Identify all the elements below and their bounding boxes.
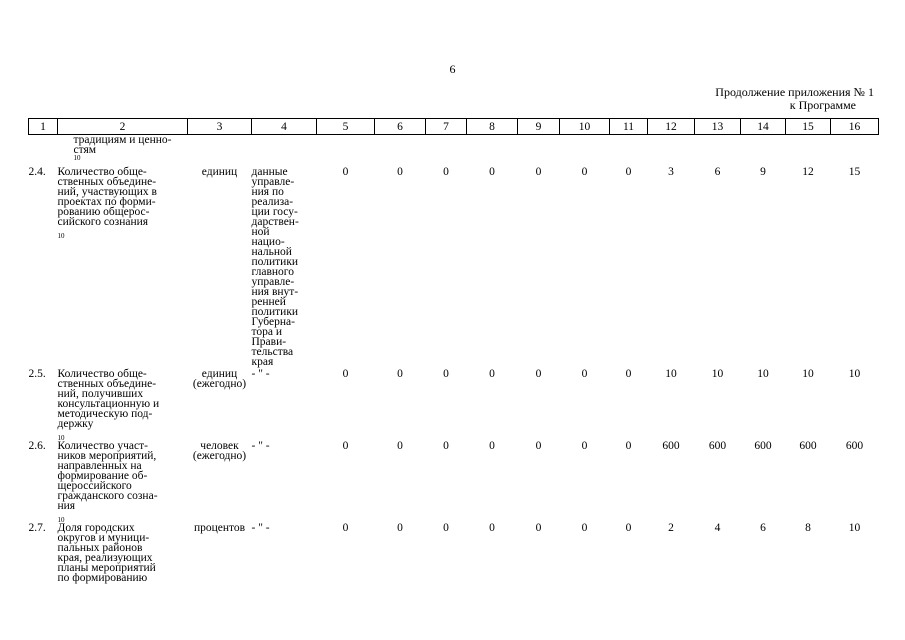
value-cell: 0 [342,522,349,534]
footnote-mark: 10 [57,232,65,240]
footnote-mark: 10 [73,154,81,162]
column-number-row [29,119,879,135]
value-cell: 8 [805,522,811,534]
table-row [29,521,879,583]
value-cell: 0 [397,522,403,534]
appendix-line-2: к Программе [789,98,856,112]
value-cell: 6 [760,522,766,534]
column-header: 7 [426,119,467,135]
value-cell: 4 [714,522,721,534]
value-cell: 10 [757,368,769,380]
value-cell: 0 [443,368,449,380]
value-cell: 0 [535,166,542,178]
table-row [29,165,879,367]
value-cell: 0 [535,522,542,534]
unit-of-measure: единиц (ежегодно) [192,368,247,390]
indicators-table [28,118,879,583]
appendix-line-1: Продолжение приложения № 1 [715,85,874,99]
value-cell: 0 [625,166,632,178]
value-cell: 0 [535,368,542,380]
value-cell: 12 [802,166,814,178]
value-cell: 0 [397,368,403,380]
unit-of-measure: процентов [193,522,246,534]
column-header: 13 [695,119,741,135]
value-cell: 0 [489,440,495,452]
column-header: 1 [29,119,58,135]
value-cell: 0 [342,166,349,178]
value-cell: 3 [668,166,674,178]
appendix-note [715,86,874,112]
value-cell: 0 [342,440,349,452]
column-header: 2 [58,119,188,135]
column-header: 11 [610,119,648,135]
footnote-mark: 10 [57,434,65,442]
value-cell: 10 [711,368,724,380]
value-cell: 10 [848,368,861,380]
column-header: 8 [467,119,518,135]
value-cell: 0 [397,166,403,178]
table-row [29,439,879,521]
value-cell: 600 [799,440,817,452]
value-cell: 2 [668,522,674,534]
value-cell: 10 [848,522,861,534]
indicator-name: Доля городских округов и муници- пальных районов края, реализующих планы мероприятий по формированию [57,522,156,584]
value-cell: 600 [845,440,864,452]
continuation-text: традициям и ценно- стям $^{10}$ [73,134,172,162]
row-number: 2.5. [28,368,46,380]
value-cell: 0 [443,166,449,178]
column-header: 16 [831,119,879,135]
value-cell: 9 [760,166,766,178]
value-cell: 0 [581,166,588,178]
data-source: - " - [251,368,270,380]
indicator-name: Количество участ- ников мероприятий, направленных на формирование об- щероссийского гражданского созна- ния $_{10}$ [57,440,158,524]
column-header: 6 [375,119,426,135]
value-cell: 0 [489,522,495,534]
page-number: 6 [449,62,456,76]
value-cell: 0 [581,440,588,452]
value-cell: 0 [489,368,495,380]
value-cell: 0 [581,368,588,380]
row-number: 2.6. [28,440,46,452]
value-cell: 0 [489,166,495,178]
column-header: 9 [518,119,560,135]
value-cell: 15 [848,166,861,178]
value-cell: 0 [342,368,349,380]
value-cell: 0 [625,368,632,380]
value-cell: 0 [443,522,449,534]
continuation-row [29,135,879,166]
value-cell: 0 [581,522,588,534]
column-header: 10 [560,119,610,135]
indicator-name: Количество обще- ственных объедине- ний, участвующих в проектах по форми- рованию общерос- сийского сознания $_{10}$ [57,166,157,240]
footnote-mark: 10 [57,516,65,524]
value-cell: 6 [714,166,721,178]
value-cell: 0 [535,440,542,452]
value-cell: 600 [708,440,727,452]
value-cell: 600 [754,440,772,452]
table-row [29,367,879,439]
column-header: 14 [741,119,786,135]
column-header: 4 [252,119,317,135]
row-number: 2.7. [28,522,46,534]
value-cell: 0 [397,440,403,452]
column-header: 15 [786,119,831,135]
data-source: - " - [251,522,270,534]
value-cell: 0 [443,440,449,452]
column-header: 3 [188,119,252,135]
data-source: данные управле- ния по реализа- ции госу- дарствен- ной нацио- нальной политики главного управле- ния внут- ренней политики Губерна- тора и Прави- тельства края [251,166,299,368]
unit-of-measure: единиц [201,166,238,178]
row-number: 2.4. [28,166,46,178]
column-header: 12 [648,119,695,135]
value-cell: 10 [802,368,814,380]
value-cell: 10 [665,368,677,380]
value-cell: 0 [625,440,632,452]
value-cell: 600 [662,440,680,452]
data-source: - " - [251,440,270,452]
unit-of-measure: человек (ежегодно) [192,440,247,462]
value-cell: 0 [625,522,632,534]
indicator-name: Количество обще- ственных объедине- ний, получивших консультационную и методическую под- держку $_{10}$ [57,368,160,442]
column-header: 5 [317,119,375,135]
